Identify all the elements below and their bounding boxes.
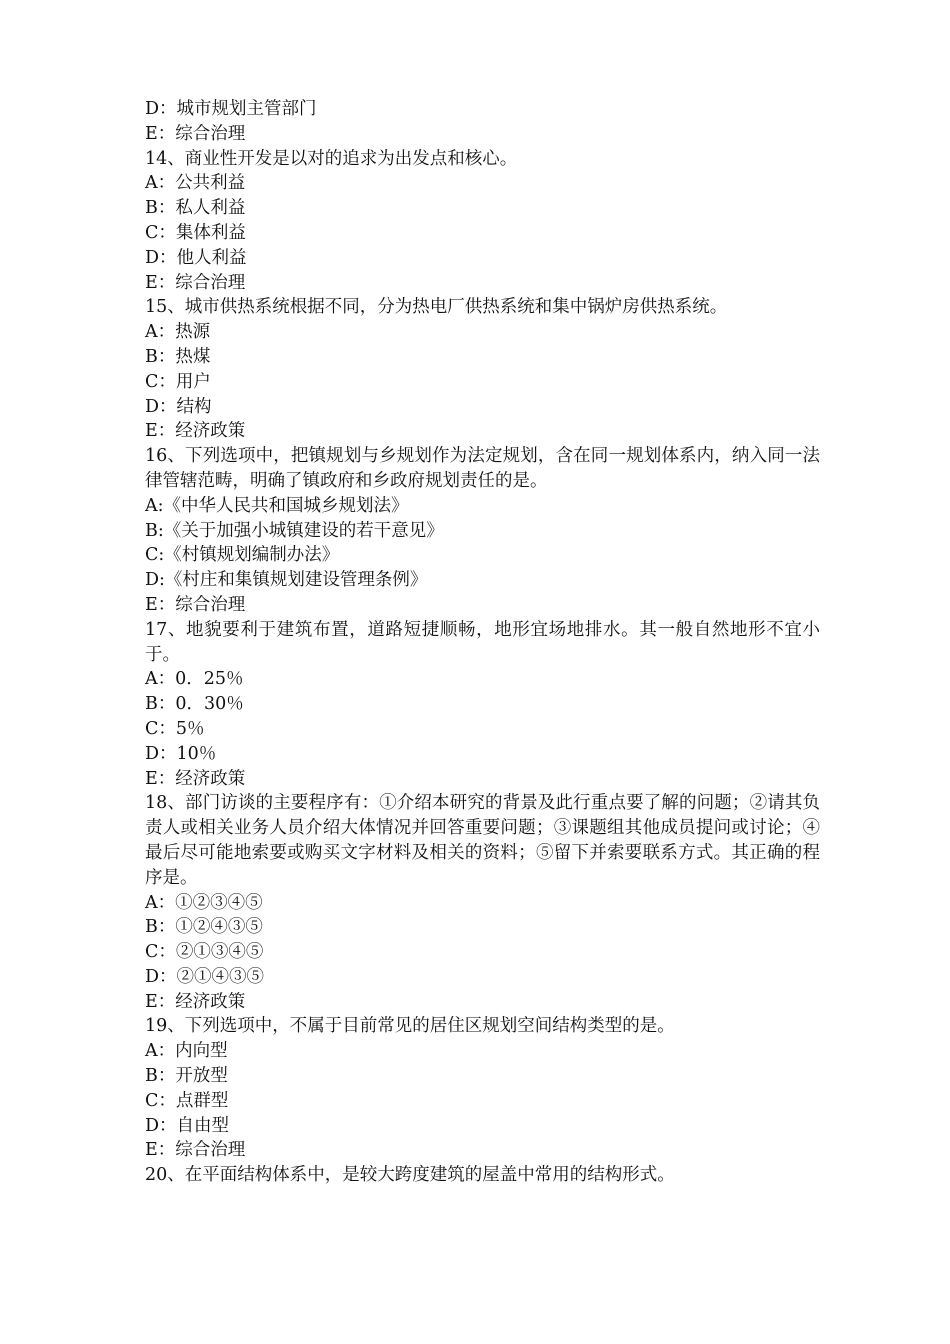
answer-option: A：公共利益 bbox=[145, 173, 246, 194]
question-text: 15、城市供热系统根据不同，分为热电厂供热系统和集中锅炉房供热系统。 bbox=[145, 297, 728, 318]
answer-option: E：综合治理 bbox=[145, 594, 246, 615]
answer-option: D：他人利益 bbox=[145, 247, 247, 268]
answer-option: D：结构 bbox=[145, 396, 212, 417]
question-text: 16、下列选项中，把镇规划与乡规划作为法定规划，含在同一规划体系内，纳入同一法律管辖范畴，明确了镇政府和乡政府规划责任的是。 bbox=[145, 446, 820, 491]
answer-option: E：经济政策 bbox=[145, 991, 246, 1012]
question-text: 18、部门访谈的主要程序有：①介绍本研究的背景及此行重点要了解的问题；②请其负责人或相关业务人员介绍大体情况并回答重要问题；③课题组其他成员提问或讨论；④最后尽可能地索要或购买文字材料及相关的资料；⑤留下并索要联系方式。其正确的程序是。 bbox=[145, 793, 820, 888]
answer-option: D：②①④③⑤ bbox=[145, 966, 265, 987]
answer-option: C：集体利益 bbox=[145, 222, 246, 243]
answer-option: E：综合治理 bbox=[145, 1140, 246, 1161]
answer-option: C：点群型 bbox=[145, 1090, 229, 1111]
answer-option: A：热源 bbox=[145, 322, 211, 343]
answer-option: D:《村庄和集镇规划建设管理条例》 bbox=[145, 570, 428, 591]
answer-option: B：私人利益 bbox=[145, 198, 246, 219]
question-text: 19、下列选项中，不属于目前常见的居住区规划空间结构类型的是。 bbox=[145, 1016, 675, 1037]
answer-option: A：0．25％ bbox=[145, 669, 244, 690]
answer-option: E：经济政策 bbox=[145, 421, 246, 442]
document-page bbox=[145, 97, 820, 1188]
answer-option: D：10％ bbox=[145, 743, 217, 764]
answer-option: A：①②③④⑤ bbox=[145, 892, 263, 913]
answer-option: E：综合治理 bbox=[145, 123, 246, 144]
answer-option: E：经济政策 bbox=[145, 768, 246, 789]
answer-option: C:《村镇规划编制办法》 bbox=[145, 545, 340, 566]
question-text: 17、地貌要利于建筑布置，道路短捷顺畅，地形宜场地排水。其一般自然地形不宜小于。 bbox=[145, 619, 820, 665]
answer-option: B：热煤 bbox=[145, 346, 211, 367]
answer-option: A：内向型 bbox=[145, 1041, 228, 1062]
answer-option: B：开放型 bbox=[145, 1066, 228, 1087]
answer-option: C：用户 bbox=[145, 371, 211, 392]
answer-option: E：综合治理 bbox=[145, 272, 246, 293]
question-text: 20、在平面结构体系中，是较大跨度建筑的屋盖中常用的结构形式。 bbox=[145, 1165, 675, 1186]
answer-option: C：②①③④⑤ bbox=[145, 942, 264, 963]
answer-option: B:《关于加强小城镇建设的若干意见》 bbox=[145, 520, 444, 541]
question-text: 14、商业性开发是以对的追求为出发点和核心。 bbox=[145, 148, 518, 169]
answer-option: D：自由型 bbox=[145, 1115, 230, 1136]
answer-option: B：①②④③⑤ bbox=[145, 917, 263, 938]
answer-option: D：城市规划主管部门 bbox=[145, 99, 317, 119]
answer-option: A:《中华人民共和国城乡规划法》 bbox=[145, 495, 409, 516]
answer-option: B：0．30％ bbox=[145, 694, 244, 715]
answer-option: C：5％ bbox=[145, 718, 205, 739]
